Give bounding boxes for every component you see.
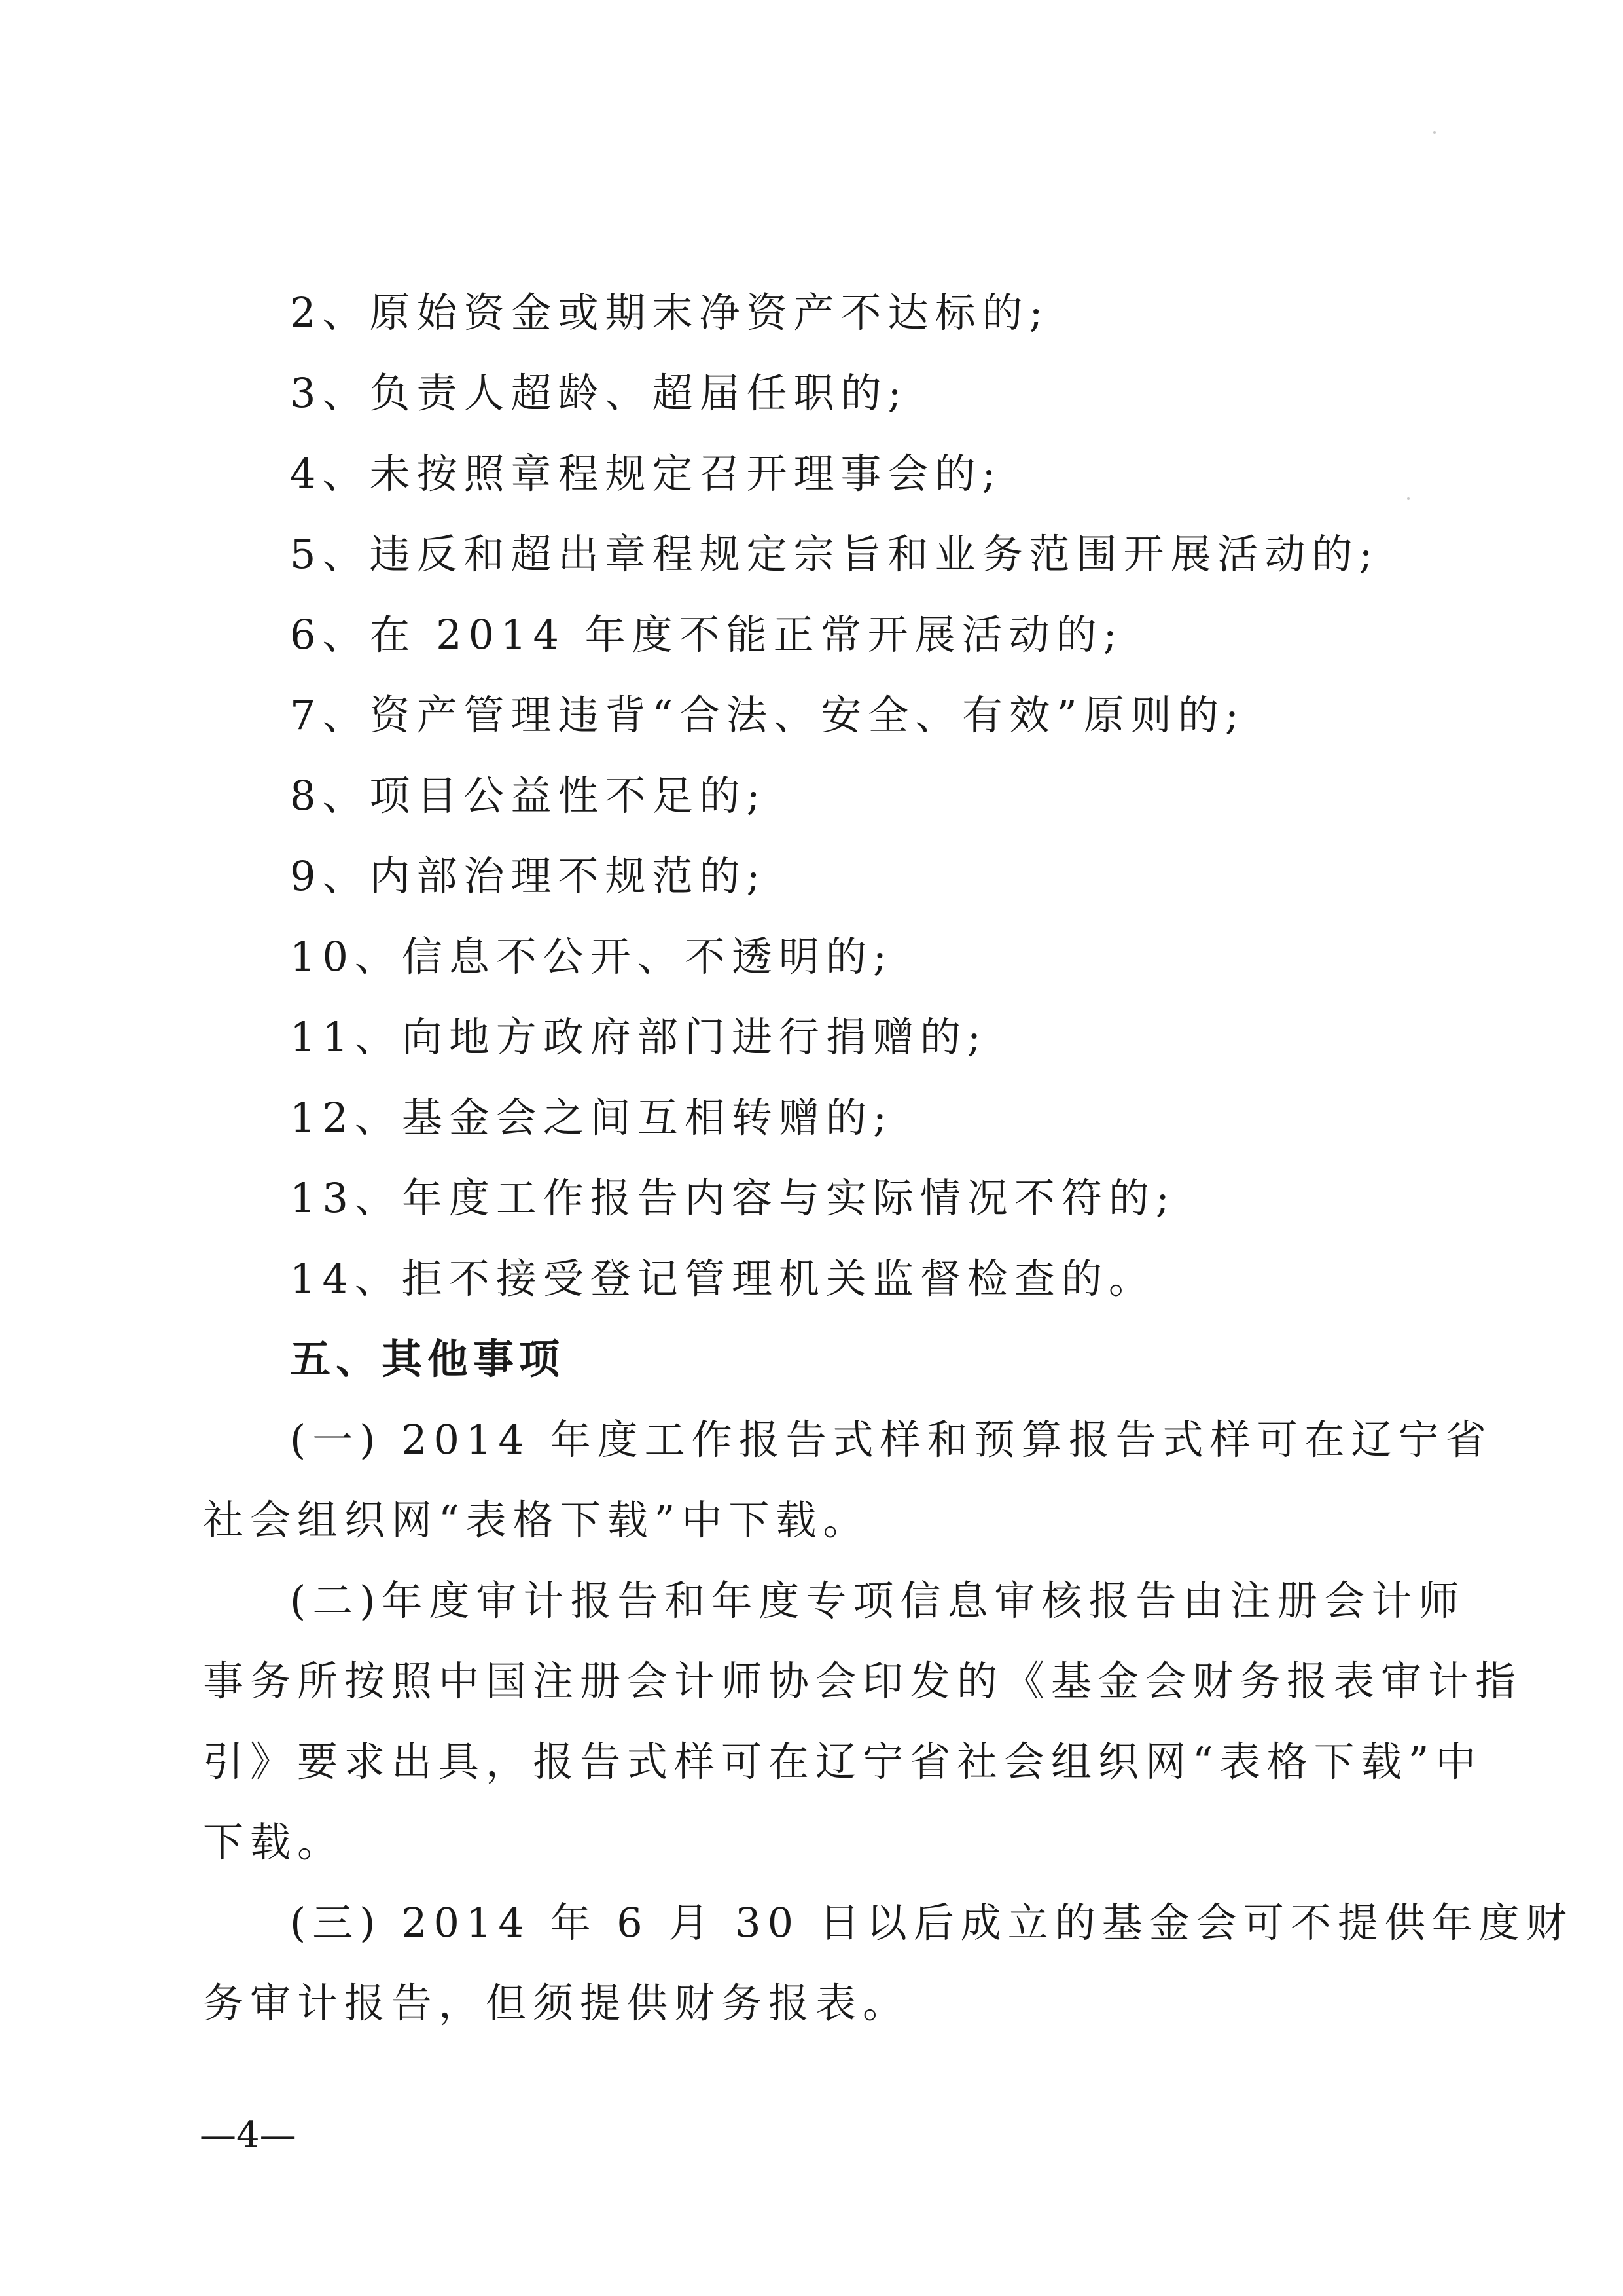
list-item: 2、原始资金或期末净资产不达标的; [290,289,1050,336]
list-item: 9、内部治理不规范的; [290,852,767,900]
page-number: —4— [200,2114,296,2157]
paragraph-line: 引》要求出具，报告式样可在辽宁省社会组织网“表格下载”中 [203,1738,1483,1785]
list-item: 13、年度工作报告内容与实际情况不符的; [290,1174,1176,1222]
paragraph-line: 社会组织网“表格下载”中下载。 [203,1496,870,1544]
list-item: 6、在 2014 年度不能正常开展活动的; [290,611,1124,658]
paragraph-line: (二)年度审计报告和年度专项信息审核报告由注册会计师 [290,1577,1466,1624]
paragraph-line: (三) 2014 年 6 月 30 日以后成立的基金会可不提供年度财 [290,1899,1573,1946]
list-item: 4、未按照章程规定召开理事会的; [290,450,1003,497]
scan-speck [1433,131,1436,134]
paragraph-line: (一) 2014 年度工作报告式样和预算报告式样可在辽宁省 [290,1416,1493,1463]
list-item: 5、违反和超出章程规定宗旨和业务范围开展活动的; [290,530,1380,578]
list-item: 10、信息不公开、不透明的; [290,933,893,980]
list-item: 7、资产管理违背“合法、安全、有效”原则的; [290,691,1245,739]
scan-speck [1407,497,1410,500]
list-item: 3、负责人超龄、超届任职的; [290,369,908,417]
list-item: 8、项目公益性不足的; [290,772,767,819]
section-heading: 五、其他事项 [290,1335,565,1383]
paragraph-line: 事务所按照中国注册会计师协会印发的《基金会财务报表审计指 [203,1657,1523,1705]
paragraph-line: 下载。 [203,1818,345,1866]
list-item: 11、向地方政府部门进行捐赠的; [290,1013,988,1061]
paragraph-line: 务审计报告，但须提供财务报表。 [203,1979,910,2027]
list-item: 12、基金会之间互相转赠的; [290,1094,893,1141]
list-item: 14、拒不接受登记管理机关监督检查的。 [290,1255,1156,1302]
